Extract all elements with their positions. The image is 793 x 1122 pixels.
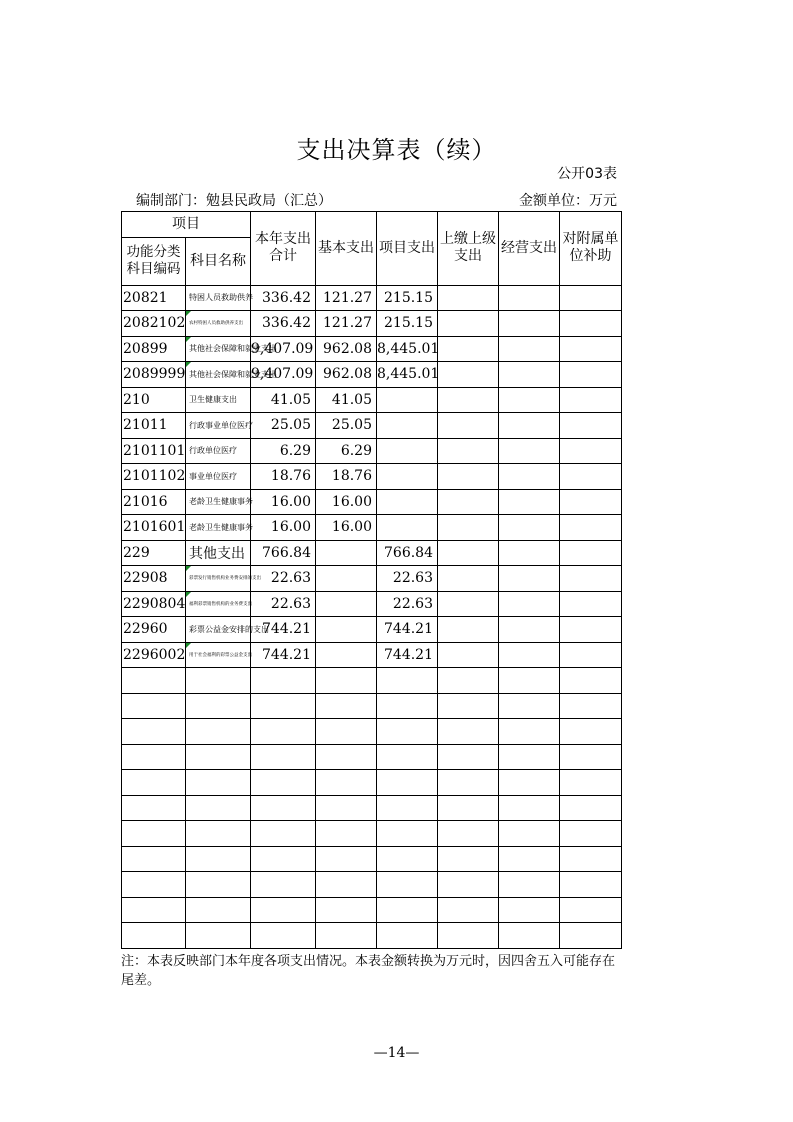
empty-cell <box>438 897 499 923</box>
empty-cell <box>560 846 622 872</box>
cell-name-text: 特困人员救助供养 <box>189 293 253 303</box>
empty-row <box>122 923 622 949</box>
empty-cell <box>251 872 316 898</box>
empty-row <box>122 821 622 847</box>
cell-code: 20821 <box>122 285 186 311</box>
cell-basic: 41.05 <box>316 387 377 413</box>
cell-basic <box>316 566 377 592</box>
table-row <box>122 438 622 464</box>
cell-superior <box>438 336 499 362</box>
cell-basic: 962.08 <box>316 336 377 362</box>
cell-business <box>499 438 560 464</box>
cell-subsidy <box>560 515 622 541</box>
cell-total: 41.05 <box>251 387 316 413</box>
header-total: 本年支出合计 <box>251 212 316 286</box>
cell-basic <box>316 642 377 668</box>
cell-name-text: 行政单位医疗 <box>189 446 237 456</box>
empty-cell <box>122 693 186 719</box>
empty-cell <box>122 770 186 796</box>
cell-basic: 16.00 <box>316 489 377 515</box>
cell-basic: 121.27 <box>316 285 377 311</box>
cell-project <box>377 413 438 439</box>
empty-cell <box>316 897 377 923</box>
cell-name <box>186 642 251 668</box>
comment-marker-icon <box>186 592 191 597</box>
empty-cell <box>377 846 438 872</box>
cell-name-text: 福利彩票销售机构的业务费支出 <box>189 601 252 607</box>
table-row <box>122 362 622 388</box>
table-row <box>122 311 622 337</box>
cell-total: 22.63 <box>251 591 316 617</box>
cell-subsidy <box>560 311 622 337</box>
empty-cell <box>186 821 251 847</box>
cell-name <box>186 336 277 362</box>
comment-marker-icon <box>186 311 191 316</box>
cell-name <box>186 489 251 515</box>
empty-cell <box>377 744 438 770</box>
cell-project <box>377 438 438 464</box>
footnote: 注：本表反映部门本年度各项支出情况。本表金额转换为万元时，因四舍五入可能存在尾差。 <box>121 954 616 988</box>
empty-cell <box>122 668 186 694</box>
cell-name <box>186 464 251 490</box>
empty-cell <box>499 821 560 847</box>
empty-cell <box>377 693 438 719</box>
expenditure-table <box>121 211 622 949</box>
empty-cell <box>499 795 560 821</box>
empty-cell <box>438 770 499 796</box>
cell-project <box>377 387 438 413</box>
cell-project <box>377 515 438 541</box>
cell-business <box>499 336 560 362</box>
empty-row <box>122 795 622 821</box>
comment-marker-icon <box>186 566 191 571</box>
cell-superior <box>438 464 499 490</box>
cell-name-text: 卫生健康支出 <box>189 395 237 405</box>
empty-cell <box>122 821 186 847</box>
comment-marker-icon <box>186 337 191 342</box>
empty-cell <box>316 872 377 898</box>
empty-cell <box>438 795 499 821</box>
cell-superior <box>438 489 499 515</box>
empty-row <box>122 693 622 719</box>
table-row <box>122 336 622 362</box>
table-body <box>122 285 622 948</box>
cell-total: 6.29 <box>251 438 316 464</box>
empty-cell <box>438 668 499 694</box>
cell-name <box>186 617 269 643</box>
empty-cell <box>499 872 560 898</box>
cell-total: 22.63 <box>251 566 316 592</box>
table-row <box>122 387 622 413</box>
cell-business <box>499 413 560 439</box>
empty-cell <box>251 923 316 949</box>
empty-cell <box>251 795 316 821</box>
empty-cell <box>316 923 377 949</box>
cell-total: 336.42 <box>251 311 316 337</box>
empty-cell <box>316 846 377 872</box>
empty-cell <box>316 719 377 745</box>
cell-superior <box>438 642 499 668</box>
empty-cell <box>438 872 499 898</box>
cell-business <box>499 566 560 592</box>
form-number: 公开03表 <box>557 166 617 182</box>
cell-basic: 121.27 <box>316 311 377 337</box>
cell-total: 9,407.09 <box>251 336 316 362</box>
empty-cell <box>186 770 251 796</box>
table-row <box>122 617 622 643</box>
empty-row <box>122 719 622 745</box>
empty-cell <box>316 795 377 821</box>
comment-marker-icon <box>186 643 191 648</box>
empty-cell <box>499 668 560 694</box>
empty-cell <box>316 821 377 847</box>
cell-total: 336.42 <box>251 285 316 311</box>
cell-total: 766.84 <box>251 540 316 566</box>
cell-name <box>186 413 251 439</box>
empty-cell <box>251 897 316 923</box>
table-row <box>122 566 622 592</box>
empty-cell <box>186 897 251 923</box>
empty-cell <box>560 795 622 821</box>
page-title: 支出决算表（续） <box>296 136 497 164</box>
cell-total: 9,407.09 <box>251 362 316 388</box>
cell-subsidy <box>560 438 622 464</box>
empty-cell <box>316 668 377 694</box>
cell-total: 18.76 <box>251 464 316 490</box>
cell-code: 2082102 <box>122 311 186 337</box>
cell-name-text: 其他支出 <box>189 545 245 562</box>
table-row <box>122 540 622 566</box>
cell-name-text: 行政事业单位医疗 <box>189 420 253 430</box>
empty-cell <box>438 744 499 770</box>
table-row <box>122 464 622 490</box>
cell-superior <box>438 387 499 413</box>
cell-project: 22.63 <box>377 566 438 592</box>
cell-total: 744.21 <box>251 617 316 643</box>
cell-business <box>499 285 560 311</box>
empty-cell <box>499 846 560 872</box>
cell-name-text: 老龄卫生健康事务 <box>189 497 253 507</box>
cell-code: 2296002 <box>122 642 186 668</box>
empty-cell <box>186 719 251 745</box>
cell-subsidy <box>560 617 622 643</box>
cell-subsidy <box>560 464 622 490</box>
cell-project: 766.84 <box>377 540 438 566</box>
empty-cell <box>499 719 560 745</box>
cell-superior <box>438 362 499 388</box>
empty-cell <box>377 770 438 796</box>
cell-code: 2101601 <box>122 515 186 541</box>
cell-name-text: 彩票发行销售机构业务费安排的支出 <box>189 576 261 582</box>
empty-cell <box>560 719 622 745</box>
empty-cell <box>377 719 438 745</box>
cell-superior <box>438 515 499 541</box>
cell-total: 16.00 <box>251 489 316 515</box>
empty-cell <box>251 821 316 847</box>
empty-cell <box>186 923 251 949</box>
empty-cell <box>122 846 186 872</box>
empty-cell <box>560 872 622 898</box>
cell-name <box>186 591 251 617</box>
cell-business <box>499 515 560 541</box>
cell-basic <box>316 617 377 643</box>
empty-row <box>122 668 622 694</box>
empty-cell <box>560 821 622 847</box>
cell-total: 744.21 <box>251 642 316 668</box>
cell-superior <box>438 413 499 439</box>
cell-project: 744.21 <box>377 617 438 643</box>
empty-cell <box>251 770 316 796</box>
cell-name-text: 彩票公益金安排的支出 <box>189 624 269 634</box>
cell-business <box>499 591 560 617</box>
cell-superior <box>438 311 499 337</box>
cell-basic <box>316 591 377 617</box>
empty-cell <box>499 770 560 796</box>
empty-cell <box>186 744 251 770</box>
table-row <box>122 285 622 311</box>
header-item: 项目 <box>122 212 251 238</box>
cell-basic: 18.76 <box>316 464 377 490</box>
empty-cell <box>438 821 499 847</box>
cell-project: 215.15 <box>377 285 438 311</box>
cell-name-text: 用于社会福利的彩票公益金支出 <box>189 652 252 658</box>
header-project: 项目支出 <box>377 212 438 286</box>
empty-cell <box>560 693 622 719</box>
cell-name <box>186 540 251 566</box>
empty-cell <box>377 872 438 898</box>
cell-business <box>499 642 560 668</box>
empty-cell <box>438 846 499 872</box>
cell-code: 21011 <box>122 413 186 439</box>
cell-basic: 6.29 <box>316 438 377 464</box>
empty-cell <box>186 668 251 694</box>
cell-code: 2101102 <box>122 464 186 490</box>
header-superior: 上缴上级支出 <box>438 212 499 286</box>
header-subsidy: 对附属单位补助 <box>560 212 622 286</box>
cell-subsidy <box>560 285 622 311</box>
cell-subsidy <box>560 387 622 413</box>
cell-code: 2101101 <box>122 438 186 464</box>
empty-cell <box>186 693 251 719</box>
cell-name <box>186 515 251 541</box>
cell-code: 2290804 <box>122 591 186 617</box>
cell-basic: 25.05 <box>316 413 377 439</box>
cell-basic <box>316 540 377 566</box>
empty-cell <box>122 923 186 949</box>
table-row <box>122 591 622 617</box>
empty-cell <box>560 923 622 949</box>
cell-subsidy <box>560 540 622 566</box>
empty-cell <box>499 923 560 949</box>
cell-superior <box>438 285 499 311</box>
empty-cell <box>316 744 377 770</box>
cell-name-text: 老龄卫生健康事务 <box>189 522 253 532</box>
department-label: 编制部门：勉县民政局（汇总） <box>136 193 332 209</box>
cell-basic: 962.08 <box>316 362 377 388</box>
empty-cell <box>122 897 186 923</box>
empty-cell <box>316 693 377 719</box>
cell-subsidy <box>560 362 622 388</box>
empty-row <box>122 770 622 796</box>
empty-row <box>122 897 622 923</box>
header-business: 经营支出 <box>499 212 560 286</box>
empty-cell <box>377 923 438 949</box>
page-number: —14— <box>373 1045 420 1061</box>
cell-project <box>377 464 438 490</box>
cell-business <box>499 540 560 566</box>
cell-project: 215.15 <box>377 311 438 337</box>
empty-cell <box>499 744 560 770</box>
cell-name <box>186 438 251 464</box>
cell-code: 22908 <box>122 566 186 592</box>
empty-row <box>122 846 622 872</box>
empty-cell <box>316 770 377 796</box>
empty-cell <box>499 897 560 923</box>
comment-marker-icon <box>186 362 191 367</box>
cell-name <box>186 285 251 311</box>
cell-superior <box>438 566 499 592</box>
cell-subsidy <box>560 336 622 362</box>
cell-subsidy <box>560 413 622 439</box>
empty-cell <box>377 795 438 821</box>
unit-label: 金额单位：万元 <box>519 193 617 209</box>
cell-code: 210 <box>122 387 186 413</box>
cell-business <box>499 489 560 515</box>
header-code: 功能分类科目编码 <box>122 237 186 285</box>
empty-cell <box>560 770 622 796</box>
empty-row <box>122 872 622 898</box>
cell-business <box>499 617 560 643</box>
empty-cell <box>438 719 499 745</box>
empty-cell <box>122 719 186 745</box>
cell-superior <box>438 438 499 464</box>
cell-business <box>499 464 560 490</box>
cell-name-text: 其他社会保障和就业支出 <box>189 344 277 354</box>
empty-cell <box>377 668 438 694</box>
cell-name-text: 其他社会保障和就业支出 <box>189 369 277 379</box>
cell-subsidy <box>560 489 622 515</box>
table-row <box>122 413 622 439</box>
table-row <box>122 642 622 668</box>
cell-project: 744.21 <box>377 642 438 668</box>
cell-project: 8,445.01 <box>377 336 438 362</box>
empty-cell <box>560 668 622 694</box>
empty-cell <box>251 846 316 872</box>
empty-cell <box>499 693 560 719</box>
cell-name <box>186 566 261 592</box>
empty-cell <box>251 719 316 745</box>
cell-superior <box>438 617 499 643</box>
cell-subsidy <box>560 566 622 592</box>
empty-cell <box>560 897 622 923</box>
table-header <box>122 212 622 286</box>
empty-row <box>122 744 622 770</box>
empty-cell <box>186 795 251 821</box>
empty-cell <box>251 668 316 694</box>
cell-name <box>186 311 251 337</box>
empty-cell <box>122 744 186 770</box>
empty-cell <box>122 795 186 821</box>
cell-total: 25.05 <box>251 413 316 439</box>
cell-business <box>499 362 560 388</box>
table-row <box>122 489 622 515</box>
cell-name-text: 农村特困人员救助供养支出 <box>189 321 243 327</box>
cell-code: 21016 <box>122 489 186 515</box>
empty-cell <box>560 744 622 770</box>
cell-business <box>499 387 560 413</box>
table-row <box>122 515 622 541</box>
header-basic: 基本支出 <box>316 212 377 286</box>
empty-cell <box>438 923 499 949</box>
cell-name <box>186 387 251 413</box>
cell-basic: 16.00 <box>316 515 377 541</box>
cell-subsidy <box>560 591 622 617</box>
empty-cell <box>438 693 499 719</box>
empty-cell <box>251 744 316 770</box>
empty-cell <box>377 897 438 923</box>
cell-project: 22.63 <box>377 591 438 617</box>
cell-business <box>499 311 560 337</box>
header-name: 科目名称 <box>186 237 251 285</box>
cell-code: 20899 <box>122 336 186 362</box>
cell-superior <box>438 591 499 617</box>
cell-name <box>186 362 277 388</box>
empty-cell <box>186 872 251 898</box>
cell-code: 229 <box>122 540 186 566</box>
empty-cell <box>251 693 316 719</box>
cell-superior <box>438 540 499 566</box>
cell-code: 2089999 <box>122 362 186 388</box>
empty-cell <box>122 872 186 898</box>
empty-cell <box>186 846 251 872</box>
cell-name-text: 事业单位医疗 <box>189 471 237 481</box>
cell-subsidy <box>560 642 622 668</box>
cell-total: 16.00 <box>251 515 316 541</box>
cell-project: 8,445.01 <box>377 362 438 388</box>
empty-cell <box>377 821 438 847</box>
cell-code: 22960 <box>122 617 186 643</box>
cell-project <box>377 489 438 515</box>
